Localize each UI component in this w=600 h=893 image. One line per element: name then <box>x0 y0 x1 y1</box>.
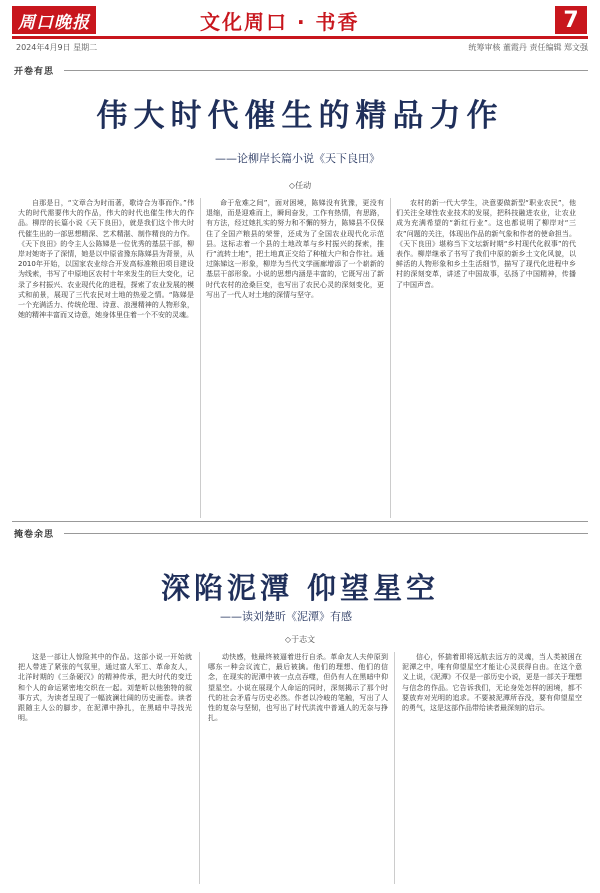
masthead <box>0 0 600 62</box>
article1-byline: ◇任动 <box>288 181 312 190</box>
column-rule <box>200 198 201 518</box>
article1-column-2: 命于危难之间”，面对困境，陈娣没有犹豫，更没有退缩，而是迎难而上，瞬间奋发，工作有热情，有思路，有方法，经过她扎实的努力和不懈的努力，陈娣县不仅保住了全国产粮县的荣誉，还成为了全国农业现代化示范县。这标志着一个县的土地改革与乡村振兴的探索，推行“流转土地”，把土地真正交给了种植大户和合作社。通过陈娣这一形象，柳岸为当代文学画廊增添了一个崭新的基层干部形象。小说的思想内涵是丰富的，它既写出了新时代农村的沧桑巨变，也写出了农民心灵的深刻变化，更写出了一代人对土地的深情与坚守。 <box>206 199 384 299</box>
section-title: 文化周口 · 书香 <box>200 9 360 34</box>
article-divider <box>12 521 588 522</box>
article2-column-1: 这是一部让人惊险其中的作品。这部小说一开始就把人带进了紧张的气氛里，通过富人军工、革命友人，北洋时期的《三条硬汉》的精神传承，把大时代的变迁和个人的命运紧密地交织在一起。刘楚昕以他独特的叙事方式，为读者呈现了一幅波澜壮阔的历史画卷。读者跟随主人公的脚步，在泥潭中挣扎，在黑暗中寻找光明。 <box>18 653 192 723</box>
article1-column-3: 农村的新一代大学生，决意要做新型“职业农民”，他们关注全球性农业技术的发展，把科技融进农业，让农业成为充满希望的“新红行业”。这也都说明了柳岸对“三农”问题的关注，体现出作品的新气象和作者的使命担当。《天下良田》堪称当下文坛新时期“乡村现代化叙事”的代表作。柳岸继承了书写了我们中原的新乡土文化风貌，以鲜活的人物形象和乡土生活细节，描写了现代化进程中乡村的深刻变革，讲述了中国故事，弘扬了中国精神，传播了中国声音。 <box>396 199 576 289</box>
date-line: 2024年4月9日 星期二 <box>16 43 98 52</box>
article2-headline: 深陷泥潭 仰望星空 <box>160 571 440 605</box>
column-rule <box>199 652 200 884</box>
column-rule <box>390 198 391 518</box>
article1-headline: 伟大时代催生的精品力作 <box>96 98 504 134</box>
editor-line: 统筹审核 董霞丹 责任编辑 郑文强 <box>468 43 588 52</box>
article2-tag-rule <box>64 533 588 534</box>
column-rule <box>394 652 395 884</box>
article1-tag-rule <box>64 70 588 71</box>
article2-section-tag: 掩卷余思 <box>14 530 55 540</box>
article2-column-3: 信心，怀揣着即将远航去远方的灵魂，当人类被困在泥潭之中，唯有仰望星空才能让心灵获得自由。在这个意义上说，《泥潭》不仅是一部历史小说，更是一部关于理想与信念的作品。它告诉我们，无论身处怎样的困境，都不要放弃对光明的追求。不要被泥潭所吞没，要有仰望星空的勇气，这是这部作品带给读者最深刻的启示。 <box>402 653 582 713</box>
article1-subhead: ——论柳岸长篇小说《天下良田》 <box>215 152 380 165</box>
article2-subhead: ——读刘楚昕《泥潭》有感 <box>220 610 352 623</box>
newspaper-logo: 周口晚报 <box>12 6 96 34</box>
article2-byline: ◇于志文 <box>284 635 316 644</box>
article1-section-tag: 开卷有思 <box>14 67 55 77</box>
article2-column-2: 动快感，他最终被逼着进行自杀。革命友人夫仲原到哪东一种会议流亡，最后被擒。他们的理想、他们的信念，在现实的泥潭中被一点点吞噬，但仍有人在黑暗中仰望星空。小说在展现个人命运的同时，深刻揭示了那个时代的社会矛盾与历史必然。作者以冷峻的笔触，写出了人性的复杂与坚韧，也写出了时代洪流中普通人的无奈与挣扎。 <box>208 653 388 723</box>
masthead-rule <box>12 36 588 39</box>
article1-column-1: 自那是日，“文章合为时而著，歌诗合为事而作。”伟大的时代需要伟大的作品，伟大的时代也催生伟大的作品。柳岸的长篇小说《天下良田》，就是我们这个伟大时代催生出的一部思想精深、艺术精湛、制作精良的力作。《天下良田》的令主人公陈娣是一位优秀的基层干部，柳岸对她寄予了深情，她是以中原省豫东陈娣县为背景，从2010年开始，以国家农业综合开发高标准粮田项目建设为线索，书写了中原地区农村十年来发生的巨大变化，记录了乡村振兴、农业现代化的进程，探索了农业发展的模式和前景，展现了三代农民对土地的热爱之情。“陈娣是一个充满活力、传统伦理、诗意、浪漫精神的人物形象，她的精神丰富而又诗意，她身体里住着一个不安的灵魂。 <box>18 199 194 320</box>
page-number: 7 <box>555 6 587 34</box>
